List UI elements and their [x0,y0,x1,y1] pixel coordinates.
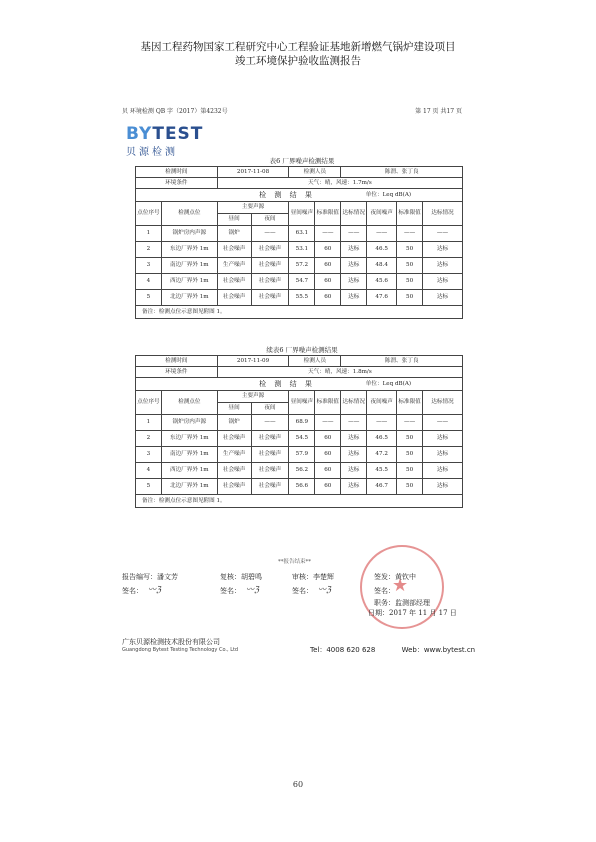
t2-env-label: 环境条件 [136,367,218,378]
cell-night-src: 社会噪声 [251,463,289,479]
report-approver: 签发：黄钦中 [374,573,416,581]
cell-night-status: 达标 [423,258,463,274]
company-name-cn: 广东贝源检测技术股份有限公司 [122,638,220,646]
cell-day-status: 达标 [341,258,367,274]
cell-day-limit: 60 [315,290,341,306]
cell-night-noise: 47.6 [367,290,397,306]
report-writer: 报告编写：潘文芳 [122,573,178,581]
cell-night-status: 达标 [423,290,463,306]
cell-night-noise: 46.7 [367,479,397,495]
t2-value-time: 2017-11-09 [217,356,289,367]
cell-day-noise: 55.5 [289,290,315,306]
noise-table-1 [135,166,463,319]
report-reviewer: 审核：李楚辉 [292,573,334,581]
cell-day-limit: 60 [315,274,341,290]
cell-night-status: —— [423,415,463,431]
sign-label-4: 签名： [374,587,395,595]
cell-day-status: 达标 [341,447,367,463]
cell-night-limit: 50 [397,258,423,274]
cell-day-src: 生产噪声 [217,258,251,274]
cell-loc: 锅炉房内声源 [161,226,217,242]
table2-caption: 续表6 厂界噪声检测结果 [266,346,338,354]
t1-value-staff: 陈渭、张丁良 [341,167,463,178]
t1-env-value: 天气：晴，风速：1.7m/s [217,178,462,189]
cell-night-noise: 45.5 [367,463,397,479]
t2-h-loc: 检测点位 [161,391,217,415]
table-row [136,479,463,495]
cell-night-status: 达标 [423,447,463,463]
cell-no: 2 [136,242,162,258]
cell-night-src: 社会噪声 [251,242,289,258]
cell-day-status: —— [341,415,367,431]
cell-night-src: —— [251,415,289,431]
cell-no: 4 [136,463,162,479]
cell-night-src: 社会噪声 [251,274,289,290]
t1-unit: 单位：Leq dB(A) [315,189,463,202]
t2-h-limit: 标准限值 [315,391,341,415]
t2-result-title: 检 测 结 果 [136,378,315,391]
cell-loc: 东边厂界外 1m [161,242,217,258]
t1-value-time: 2017-11-08 [217,167,289,178]
cell-no: 5 [136,479,162,495]
document-header [0,40,596,68]
cell-no: 1 [136,226,162,242]
cell-day-status: 达标 [341,274,367,290]
cell-day-noise: 57.9 [289,447,315,463]
cell-day-noise: 68.9 [289,415,315,431]
table1-caption: 表6 厂界噪声检测结果 [269,157,335,165]
cell-day-limit: 60 [315,242,341,258]
report-date-text: 日期：2017 年 11 月 17 日 [368,609,457,617]
cell-day-src: 社会噪声 [217,479,251,495]
sign-label-2: 签名： [220,587,241,595]
cell-day-status: 达标 [341,463,367,479]
cell-day-status: —— [341,226,367,242]
header-title-line1: 基因工程药物国家工程研究中心工程验证基地新增燃气锅炉建设项目 [140,41,456,53]
cell-day-noise: 54.7 [289,274,315,290]
cell-day-status: 达标 [341,242,367,258]
t2-h-night-noise: 夜间噪声 [367,391,397,415]
cell-no: 4 [136,274,162,290]
cell-loc: 西边厂界外 1m [161,463,217,479]
t2-h-src: 主要声源 [217,391,289,403]
cell-night-noise: 45.6 [367,274,397,290]
t2-h-status: 达标情况 [341,391,367,415]
cell-day-noise: 63.1 [289,226,315,242]
cell-night-src: 社会噪声 [251,479,289,495]
logo-cn: 贝源检测 [126,147,178,158]
t1-h-day-noise: 昼间噪声 [289,202,315,226]
seal-star-icon: ★ [392,575,409,596]
cell-night-limit: 50 [397,447,423,463]
cell-day-src: 社会噪声 [217,290,251,306]
cell-day-src: 社会噪声 [217,431,251,447]
cell-night-limit: 50 [397,242,423,258]
cell-day-limit: —— [315,226,341,242]
t1-h-night-status: 达标情况 [423,202,463,226]
handwritten-signature-3: 〰ℨ [318,585,331,594]
noise-table-2 [135,355,463,508]
t2-unit: 单位：Leq dB(A) [315,378,463,391]
t1-h-status: 达标情况 [341,202,367,226]
company-web: Web：www.bytest.cn [401,646,476,654]
cell-night-status: 达标 [423,242,463,258]
cell-day-limit: 60 [315,447,341,463]
t2-env-value: 天气：晴，风速：1.8m/s [217,367,462,378]
header-title-line2: 竣工环境保护验收监测报告 [235,55,361,67]
table-row [136,415,463,431]
cell-day-limit: —— [315,415,341,431]
approver-role-text: 职务：监测部经理 [374,599,430,607]
t2-label-time: 检测时间 [136,356,218,367]
cell-day-limit: 60 [315,431,341,447]
cell-night-noise: 47.2 [367,447,397,463]
bytest-logo [126,126,203,158]
handwritten-signature-1: 〰ℨ [148,585,161,594]
handwritten-signature-2: 〰ℨ [246,585,259,594]
report-number: 贝 环境检测 QB 字（2017）第4232号 [122,108,228,115]
cell-day-src: 社会噪声 [217,463,251,479]
t1-h-limit: 标准限值 [315,202,341,226]
company-info [122,637,238,653]
cell-no: 3 [136,447,162,463]
cell-day-src: 生产噪声 [217,447,251,463]
cell-day-noise: 54.5 [289,431,315,447]
cell-night-noise: —— [367,415,397,431]
cell-day-noise: 56.2 [289,463,315,479]
cell-night-status: 达标 [423,431,463,447]
t2-note: 备注：检测点位示意图见附图 1。 [136,495,463,508]
t2-h-no: 点位序号 [136,391,162,415]
cell-night-limit: —— [397,226,423,242]
cell-night-limit: 50 [397,290,423,306]
cell-night-src: 社会噪声 [251,431,289,447]
company-contact [310,645,475,655]
sign-label-1: 签名： [122,587,143,595]
t2-h-day: 昼间 [217,403,251,415]
cell-night-noise: 46.5 [367,431,397,447]
cell-day-limit: 60 [315,479,341,495]
cell-night-status: —— [423,226,463,242]
t2-label-staff: 检测人员 [289,356,341,367]
cell-day-noise: 53.1 [289,242,315,258]
report-checker: 复核：胡碧鸣 [220,573,262,581]
cell-night-status: 达标 [423,274,463,290]
t1-h-no: 点位序号 [136,202,162,226]
cell-day-status: 达标 [341,479,367,495]
cell-day-src: 社会噪声 [217,242,251,258]
cell-loc: 北边厂界外 1m [161,479,217,495]
cell-day-src: 社会噪声 [217,274,251,290]
cell-loc: 东边厂界外 1m [161,431,217,447]
cell-night-limit: 50 [397,274,423,290]
cell-loc: 西边厂界外 1m [161,274,217,290]
report-page-indicator: 第 17 页 共17 页 [415,108,462,115]
t2-h-night-limit: 标准限值 [397,391,423,415]
cell-loc: 南边厂界外 1m [161,258,217,274]
cell-night-src: —— [251,226,289,242]
cell-loc: 北边厂界外 1m [161,290,217,306]
t1-env-label: 环境条件 [136,178,218,189]
t2-value-staff: 陈渭、张丁良 [341,356,463,367]
company-tel: Tel：4008 620 628 [310,646,376,654]
cell-no: 2 [136,431,162,447]
cell-night-noise: —— [367,226,397,242]
cell-night-status: 达标 [423,463,463,479]
table-row [136,258,463,274]
cell-day-noise: 56.6 [289,479,315,495]
table-row [136,274,463,290]
cell-day-noise: 57.2 [289,258,315,274]
cell-day-limit: 60 [315,258,341,274]
table-row [136,226,463,242]
t1-h-loc: 检测点位 [161,202,217,226]
company-name-en: Guangdong Bytest Testing Technology Co., Ltd [122,647,239,653]
t1-label-staff: 检测人员 [289,167,341,178]
cell-night-status: 达标 [423,479,463,495]
t1-h-src: 主要声源 [217,202,289,214]
t2-h-night: 夜间 [251,403,289,415]
t1-h-night-limit: 标准限值 [397,202,423,226]
cell-day-status: 达标 [341,431,367,447]
t1-h-day: 昼间 [217,214,251,226]
table-row [136,242,463,258]
page-number: 60 [292,780,304,789]
cell-night-limit: 50 [397,463,423,479]
table-row [136,447,463,463]
cell-night-src: 社会噪声 [251,447,289,463]
cell-day-src: 锅炉 [217,415,251,431]
cell-no: 5 [136,290,162,306]
cell-night-limit: —— [397,415,423,431]
t1-label-time: 检测时间 [136,167,218,178]
cell-night-noise: 46.5 [367,242,397,258]
t1-result-title: 检 测 结 果 [136,189,315,202]
t1-h-night: 夜间 [251,214,289,226]
logo-brand-b: TEST [152,124,204,144]
cell-day-status: 达标 [341,290,367,306]
t1-h-night-noise: 夜间噪声 [367,202,397,226]
t2-h-night-status: 达标情况 [423,391,463,415]
cell-night-limit: 50 [397,479,423,495]
report-end-mark: **报告结束** [277,559,311,565]
table-row [136,431,463,447]
t1-note: 备注：检测点位示意图见附图 1。 [136,306,463,319]
cell-night-src: 社会噪声 [251,258,289,274]
cell-no: 3 [136,258,162,274]
table-row [136,290,463,306]
cell-day-limit: 60 [315,463,341,479]
cell-loc: 锅炉房内声源 [161,415,217,431]
table-row [136,463,463,479]
cell-day-src: 锅炉 [217,226,251,242]
cell-night-limit: 50 [397,431,423,447]
cell-no: 1 [136,415,162,431]
logo-brand-a: BY [126,124,153,144]
t2-h-day-noise: 昼间噪声 [289,391,315,415]
cell-night-src: 社会噪声 [251,290,289,306]
cell-loc: 南边厂界外 1m [161,447,217,463]
sign-label-3: 签名： [292,587,313,595]
cell-night-noise: 48.4 [367,258,397,274]
